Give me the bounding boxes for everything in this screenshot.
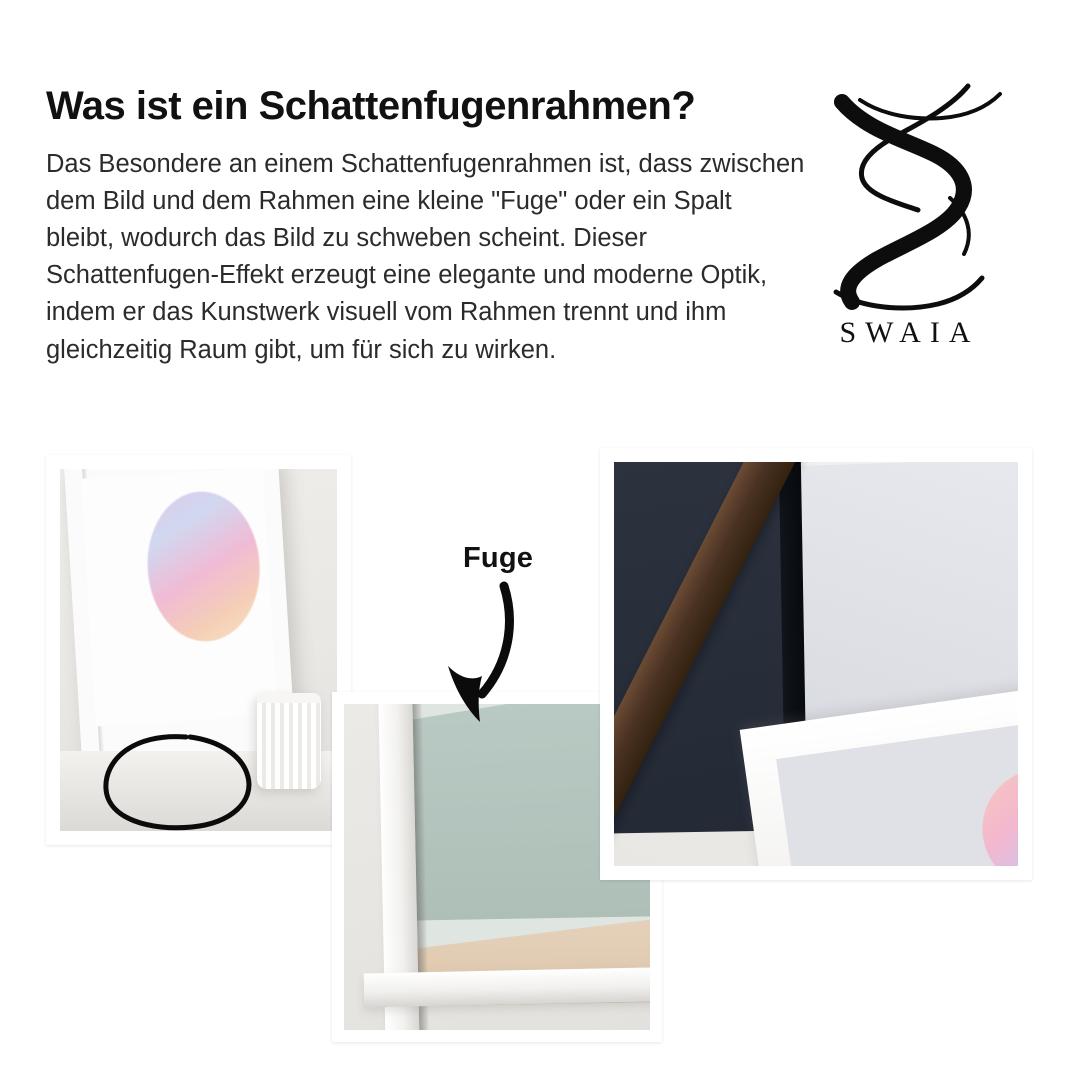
photo-framed-print-on-shelf — [46, 455, 351, 845]
annotation-label-fuge: Fuge — [463, 542, 534, 574]
swaia-s-logo-icon — [800, 78, 1010, 318]
brand-wordmark: SWAIA — [839, 316, 980, 349]
photo-dark-frame-shadow-gap — [600, 448, 1032, 880]
gradient-circle-artwork — [975, 761, 1018, 866]
photo-collage — [0, 430, 1080, 1050]
photo-dark-frame-image — [614, 462, 1018, 866]
page-title: Was ist ein Schattenfugenrahmen? — [46, 83, 696, 128]
white-frame-inset — [776, 716, 1018, 866]
vase-lip — [257, 693, 321, 703]
curved-arrow-icon — [412, 580, 532, 740]
brand-logo — [800, 78, 1010, 378]
header-section — [0, 0, 1080, 420]
gradient-circle-artwork — [143, 488, 264, 645]
hand-drawn-circle-icon — [98, 731, 258, 835]
frame-horizontal-bar — [364, 967, 650, 1008]
description-paragraph: Das Besondere an einem Schattenfugenrahmen ist, dass zwischen dem Bild und dem Rahmen eine kleine "Fuge" oder ein Spalt bleibt, wodurch das Bild zu schweben scheint. Dieser Schattenfugen-Effekt erzeugt eine elegante und moderne Optik, indem er das Kunstwerk visuell vom Rahmen trennt und ihm gleichzeitig Raum gibt, um für sich zu wirken. — [46, 149, 805, 364]
print-surface — [81, 469, 278, 726]
ribbed-vase — [257, 693, 321, 789]
